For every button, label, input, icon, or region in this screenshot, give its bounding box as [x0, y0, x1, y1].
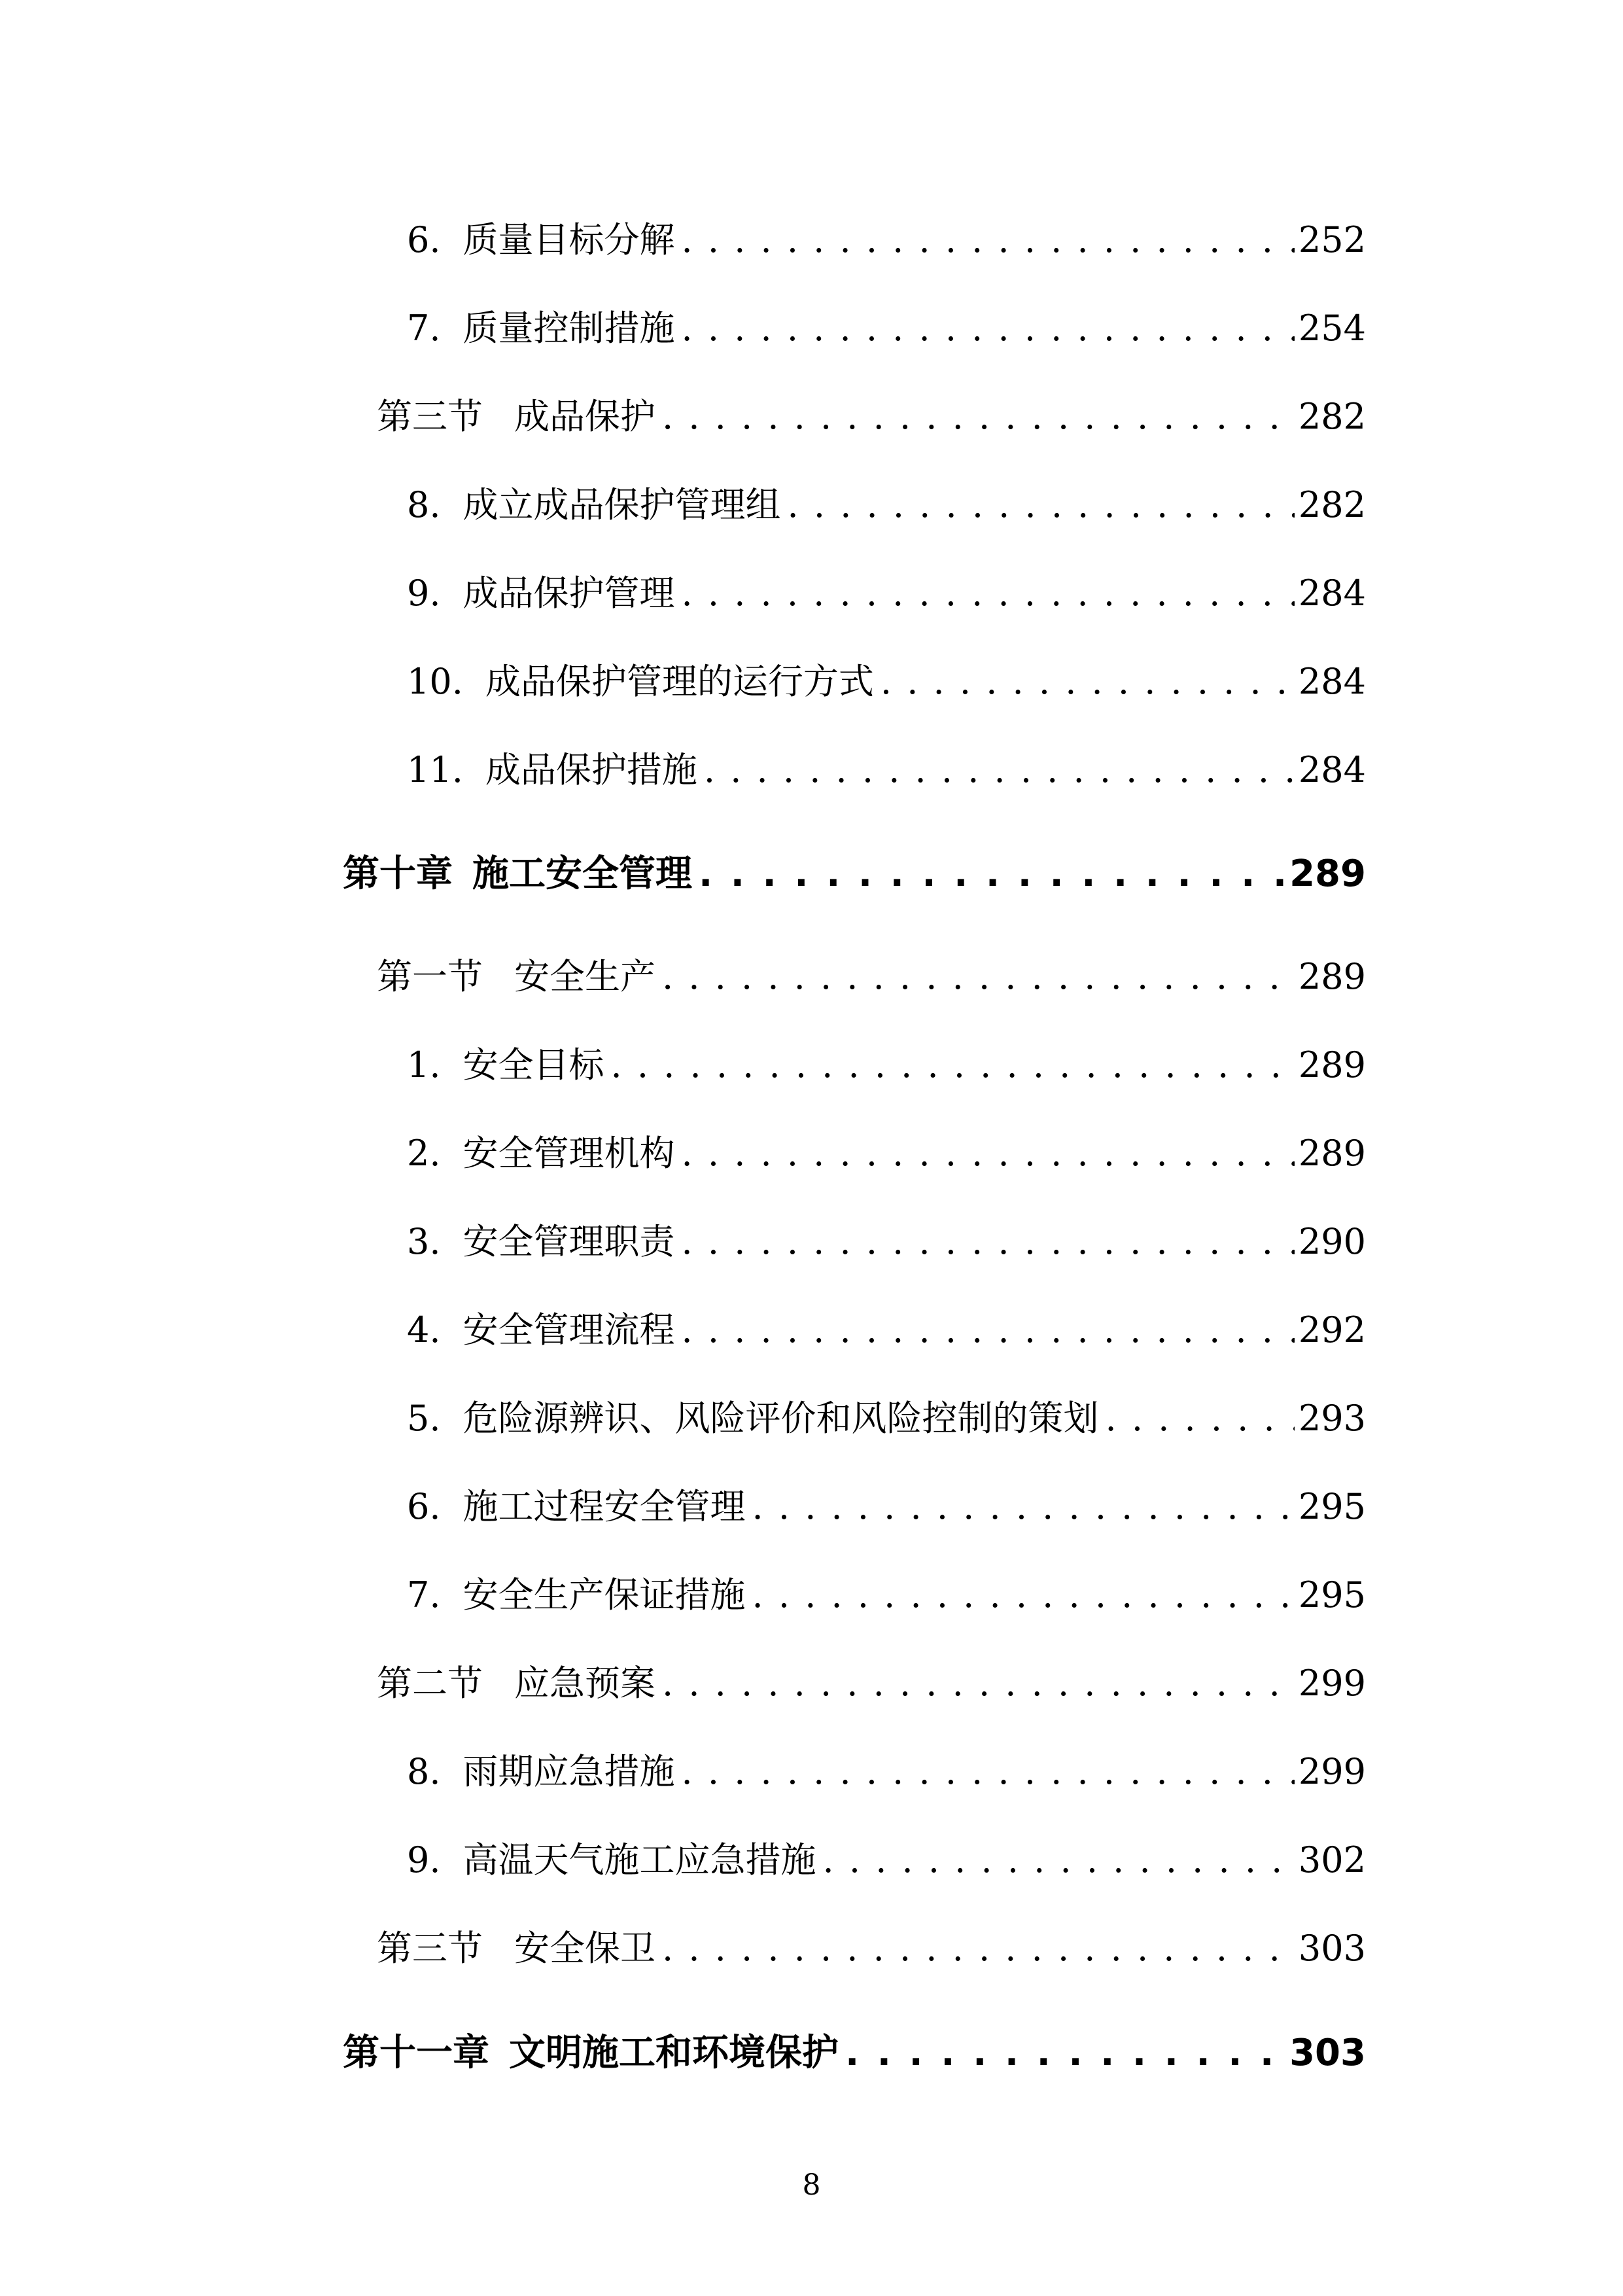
dot-leader [662, 1666, 1295, 1701]
dot-leader [752, 1489, 1295, 1525]
entry-title: 质量控制措施 [462, 308, 675, 349]
entry-title: 成品保护管理的运行方式 [485, 661, 874, 702]
entry-title: 危险源辨识、风险评价和风险控制的策划 [462, 1398, 1099, 1439]
entry-number: 4. [407, 1309, 441, 1351]
entry-page: 289 [1298, 956, 1366, 997]
entry-page: 282 [1298, 396, 1366, 437]
toc-entry[interactable] [377, 1928, 1366, 1969]
toc-entry[interactable] [407, 1309, 1366, 1351]
entry-page: 299 [1298, 1751, 1366, 1792]
toc-entry[interactable] [407, 1839, 1366, 1881]
entry-number: 8. [407, 1751, 441, 1792]
toc-chapter-entry[interactable] [343, 2032, 1366, 2074]
toc-entry[interactable] [407, 749, 1366, 790]
dot-leader [682, 1136, 1295, 1171]
entry-page: 302 [1298, 1839, 1366, 1881]
entry-title: 施工过程安全管理 [462, 1486, 746, 1527]
entry-number: 3. [407, 1221, 441, 1262]
dot-leader [881, 664, 1295, 699]
entry-number: 5. [407, 1398, 441, 1439]
chapter-number: 第十一章 [343, 2032, 489, 2074]
chapter-title: 文明施工和环境保护 [509, 2032, 839, 2074]
toc-entry[interactable] [407, 1751, 1366, 1792]
dot-leader [682, 1313, 1295, 1348]
entry-page: 295 [1298, 1486, 1366, 1527]
dot-leader [704, 752, 1295, 788]
toc-entry[interactable] [407, 573, 1366, 614]
dot-leader [682, 1754, 1295, 1790]
dot-leader [845, 2035, 1285, 2072]
toc-entry[interactable] [407, 1574, 1366, 1616]
dot-leader [611, 1048, 1295, 1083]
entry-title: 应急预案 [514, 1663, 655, 1704]
entry-page: 303 [1289, 2032, 1366, 2074]
entry-number: 10. [407, 661, 463, 702]
entry-number: 第一节 [377, 956, 483, 997]
toc-entry[interactable] [377, 396, 1366, 437]
entry-number: 8. [407, 484, 441, 525]
entry-page: 284 [1298, 749, 1366, 790]
dot-leader [682, 222, 1295, 258]
entry-number: 第三节 [377, 396, 483, 437]
dot-leader [699, 856, 1285, 892]
entry-title: 高温天气施工应急措施 [462, 1839, 816, 1881]
entry-page: 289 [1289, 853, 1366, 895]
entry-number: 6. [407, 219, 441, 260]
entry-title: 安全管理流程 [462, 1309, 675, 1351]
entry-page: 303 [1298, 1928, 1366, 1969]
entry-title: 安全生产保证措施 [462, 1574, 746, 1616]
entry-page: 295 [1298, 1574, 1366, 1616]
entry-number: 第二节 [377, 1663, 483, 1704]
entry-title: 雨期应急措施 [462, 1751, 675, 1792]
dot-leader [1106, 1401, 1295, 1436]
entry-title: 安全生产 [514, 956, 655, 997]
entry-number: 7. [407, 308, 441, 349]
entry-page: 254 [1298, 308, 1366, 349]
dot-leader [682, 576, 1295, 611]
entry-title: 质量目标分解 [462, 219, 675, 260]
toc-entry[interactable] [377, 956, 1366, 997]
entry-number: 11. [407, 749, 463, 790]
entry-number: 9. [407, 573, 441, 614]
entry-page: 292 [1298, 1309, 1366, 1351]
toc-entry[interactable] [407, 219, 1366, 260]
entry-title: 安全管理职责 [462, 1221, 675, 1262]
entry-number: 1. [407, 1044, 441, 1086]
entry-number: 9. [407, 1839, 441, 1881]
entry-page: 282 [1298, 484, 1366, 525]
entry-page: 284 [1298, 573, 1366, 614]
dot-leader [662, 399, 1295, 434]
entry-number: 2. [407, 1133, 441, 1174]
toc-entry[interactable] [407, 308, 1366, 349]
entry-page: 293 [1298, 1398, 1366, 1439]
page-number: 8 [802, 2168, 821, 2202]
entry-title: 安全管理机构 [462, 1133, 675, 1174]
dot-leader [662, 959, 1295, 995]
toc-chapter-entry[interactable] [343, 853, 1366, 895]
entry-number: 6. [407, 1486, 441, 1527]
toc-entry[interactable] [407, 1398, 1366, 1439]
entry-page: 252 [1298, 219, 1366, 260]
entry-page: 284 [1298, 661, 1366, 702]
toc-entry[interactable] [407, 1221, 1366, 1262]
dot-leader [682, 311, 1295, 346]
entry-title: 成品保护措施 [485, 749, 697, 790]
dot-leader [662, 1931, 1295, 1966]
entry-page: 289 [1298, 1133, 1366, 1174]
toc-entry[interactable] [407, 661, 1366, 702]
dot-leader [788, 487, 1295, 523]
entry-title: 安全目标 [462, 1044, 604, 1086]
toc-entry[interactable] [407, 484, 1366, 525]
toc-entry[interactable] [407, 1486, 1366, 1527]
entry-number: 第三节 [377, 1928, 483, 1969]
chapter-number: 第十章 [343, 853, 453, 895]
toc-entry[interactable] [407, 1133, 1366, 1174]
entry-page: 290 [1298, 1221, 1366, 1262]
entry-page: 289 [1298, 1044, 1366, 1086]
chapter-title: 施工安全管理 [472, 853, 692, 895]
dot-leader [823, 1843, 1295, 1878]
entry-title: 成立成品保护管理组 [462, 484, 781, 525]
toc-entry[interactable] [407, 1044, 1366, 1086]
toc-entry[interactable] [377, 1663, 1366, 1704]
entry-number: 7. [407, 1574, 441, 1616]
entry-title: 成品保护 [514, 396, 655, 437]
entry-title: 安全保卫 [514, 1928, 655, 1969]
dot-leader [682, 1224, 1295, 1260]
dot-leader [752, 1578, 1295, 1613]
entry-title: 成品保护管理 [462, 573, 675, 614]
entry-page: 299 [1298, 1663, 1366, 1704]
